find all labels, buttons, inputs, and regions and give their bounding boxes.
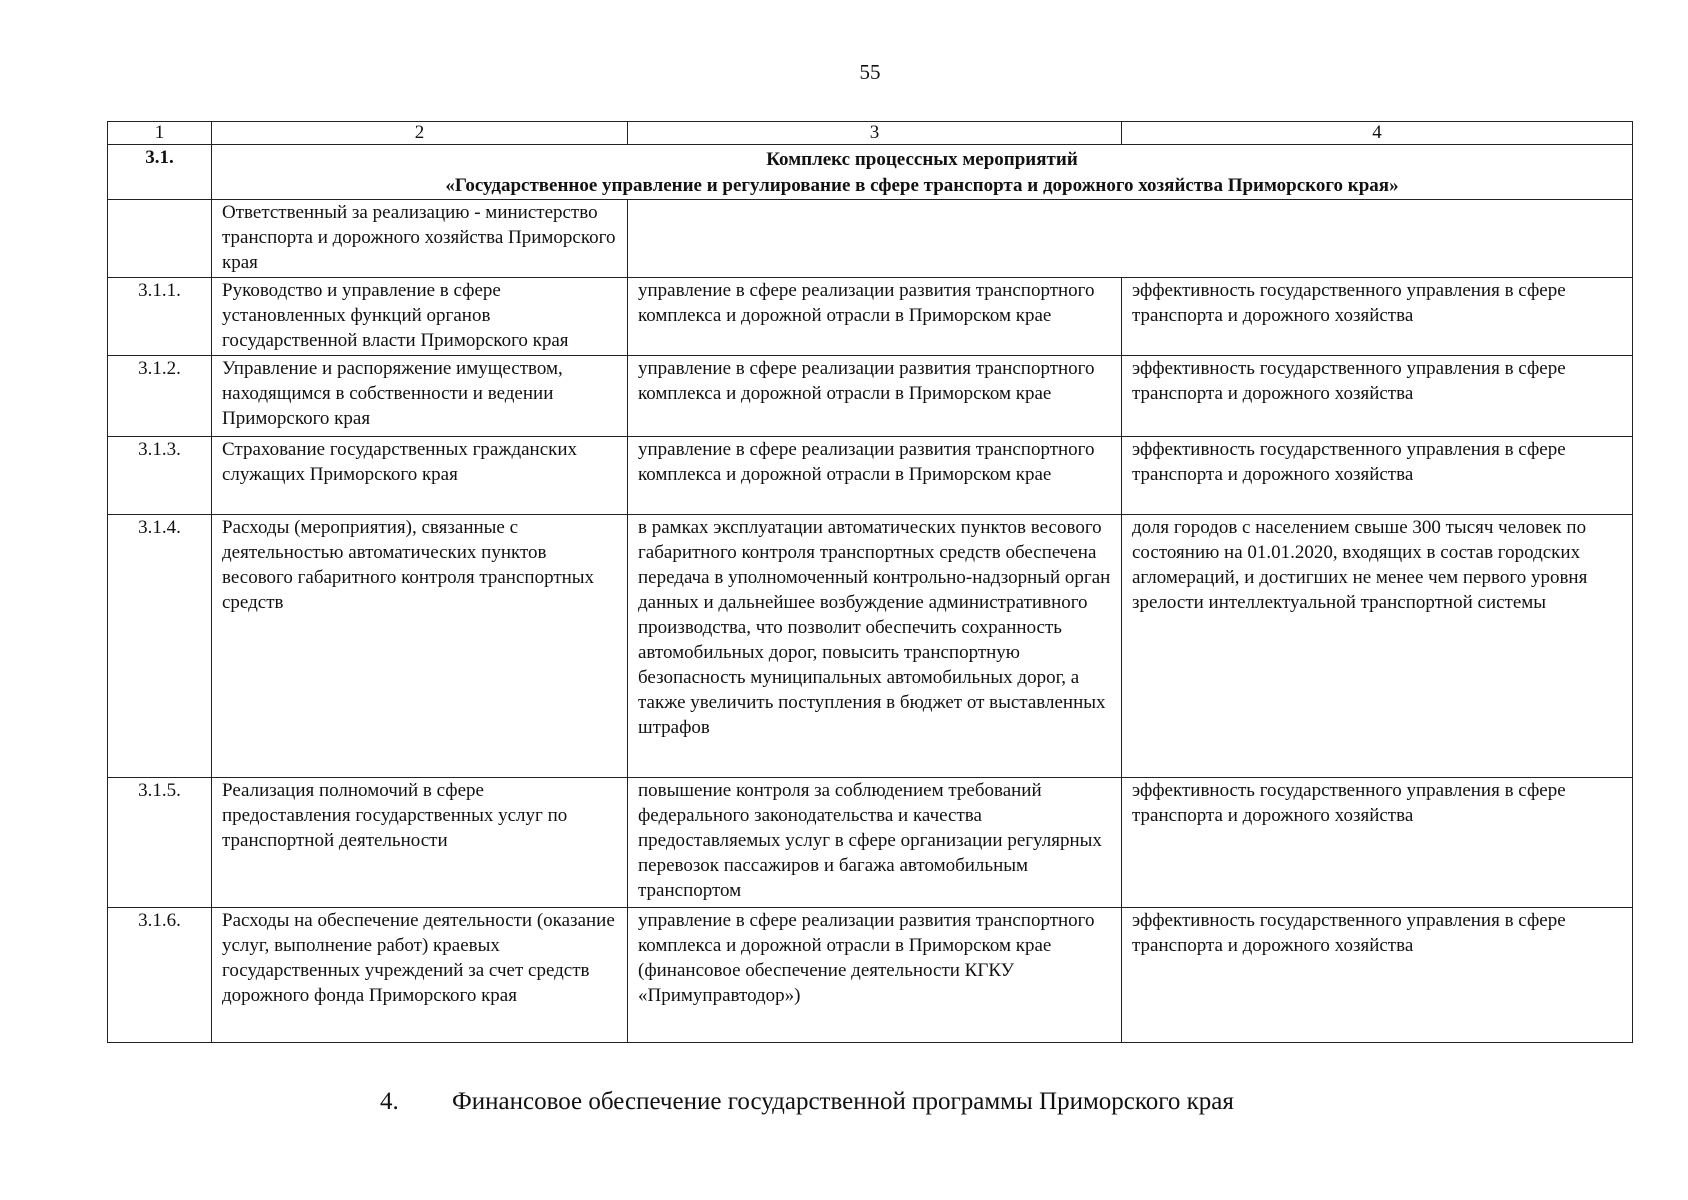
- result-cell: управление в сфере реализации развития транспортного комплекса и дорожной отрасли в Приморском крае: [628, 356, 1122, 437]
- task-cell: Руководство и управление в сфере установленных функций органов государственной власти Приморского края: [212, 278, 628, 356]
- indicator-cell: доля городов с населением свыше 300 тысяч человек по состоянию на 01.01.2020, входящих в состав городских агломераций, и достигших не менее чем первого уровня зрелости интеллектуальной транспортной системы: [1122, 515, 1633, 778]
- column-number: 1: [108, 122, 212, 145]
- row-number: 3.1.2.: [108, 356, 212, 437]
- measures-table: [107, 121, 1633, 1043]
- section-heading-title: Финансовое обеспечение государственной программы Приморского края: [452, 1088, 1234, 1115]
- table-row: [108, 908, 1633, 1043]
- section-title-line: «Государственное управление и регулирование в сфере транспорта и дорожного хозяйства Приморского края»: [445, 175, 1399, 196]
- column-number: 4: [1122, 122, 1633, 145]
- column-number: 3: [628, 122, 1122, 145]
- row-number: 3.1.1.: [108, 278, 212, 356]
- empty-cell: [628, 200, 1633, 278]
- table-row: [108, 356, 1633, 437]
- indicator-cell: эффективность государственного управления в сфере транспорта и дорожного хозяйства: [1122, 356, 1633, 437]
- result-cell: в рамках эксплуатации автоматических пунктов весового габаритного контроля транспортных средств обеспечена передача в уполномоченный контрольно-надзорный орган данных и дальнейшее возбуждение административного производства, что позволит обеспечить сохранность автомобильных дорог, повысить транспортную безопасность муниципальных автомобильных дорог, а также увеличить поступления в бюджет от выставленных штрафов: [628, 515, 1122, 778]
- result-cell: управление в сфере реализации развития транспортного комплекса и дорожной отрасли в Приморском крае (финансовое обеспечение деятельности КГКУ «Примуправтодор»): [628, 908, 1122, 1043]
- task-cell: Расходы (мероприятия), связанные с деятельностью автоматических пунктов весового габаритного контроля транспортных средств: [212, 515, 628, 778]
- row-number: 3.1.5.: [108, 778, 212, 908]
- task-cell: Расходы на обеспечение деятельности (оказание услуг, выполнение работ) краевых государственных учреждений за счет средств дорожного фонда Приморского края: [212, 908, 628, 1043]
- indicator-cell: эффективность государственного управления в сфере транспорта и дорожного хозяйства: [1122, 437, 1633, 515]
- result-cell: управление в сфере реализации развития транспортного комплекса и дорожной отрасли в Приморском крае: [628, 278, 1122, 356]
- section-heading: [380, 1088, 1234, 1116]
- row-number: 3.1.3.: [108, 437, 212, 515]
- responsible-row: [108, 200, 1633, 278]
- section-header-row: [108, 145, 1633, 200]
- column-numbers-row: [108, 122, 1633, 145]
- section-number: 3.1.: [108, 145, 212, 200]
- task-cell: Страхование государственных гражданских служащих Приморского края: [212, 437, 628, 515]
- table-row: [108, 278, 1633, 356]
- result-cell: повышение контроля за соблюдением требований федерального законодательства и качества предоставляемых услуг в сфере организации регулярных перевозок пассажиров и багажа автомобильным транспортом: [628, 778, 1122, 908]
- indicator-cell: эффективность государственного управления в сфере транспорта и дорожного хозяйства: [1122, 278, 1633, 356]
- empty-cell: [108, 200, 212, 278]
- row-number: 3.1.6.: [108, 908, 212, 1043]
- page-number: 55: [859, 60, 881, 84]
- row-number: 3.1.4.: [108, 515, 212, 778]
- column-number: 2: [212, 122, 628, 145]
- indicator-cell: эффективность государственного управления в сфере транспорта и дорожного хозяйства: [1122, 908, 1633, 1043]
- section-heading-number: 4.: [380, 1088, 399, 1115]
- table-row: [108, 515, 1633, 778]
- task-cell: Управление и распоряжение имуществом, находящимся в собственности и ведении Приморского края: [212, 356, 628, 437]
- table-row: [108, 437, 1633, 515]
- result-cell: управление в сфере реализации развития транспортного комплекса и дорожной отрасли в Приморском крае: [628, 437, 1122, 515]
- indicator-cell: эффективность государственного управления в сфере транспорта и дорожного хозяйства: [1122, 778, 1633, 908]
- responsible-cell: Ответственный за реализацию - министерство транспорта и дорожного хозяйства Приморского края: [212, 200, 628, 278]
- section-title: [212, 145, 1633, 200]
- section-title-line: Комплекс процессных мероприятий: [766, 149, 1078, 170]
- table-row: [108, 778, 1633, 908]
- task-cell: Реализация полномочий в сфере предоставления государственных услуг по транспортной деятельности: [212, 778, 628, 908]
